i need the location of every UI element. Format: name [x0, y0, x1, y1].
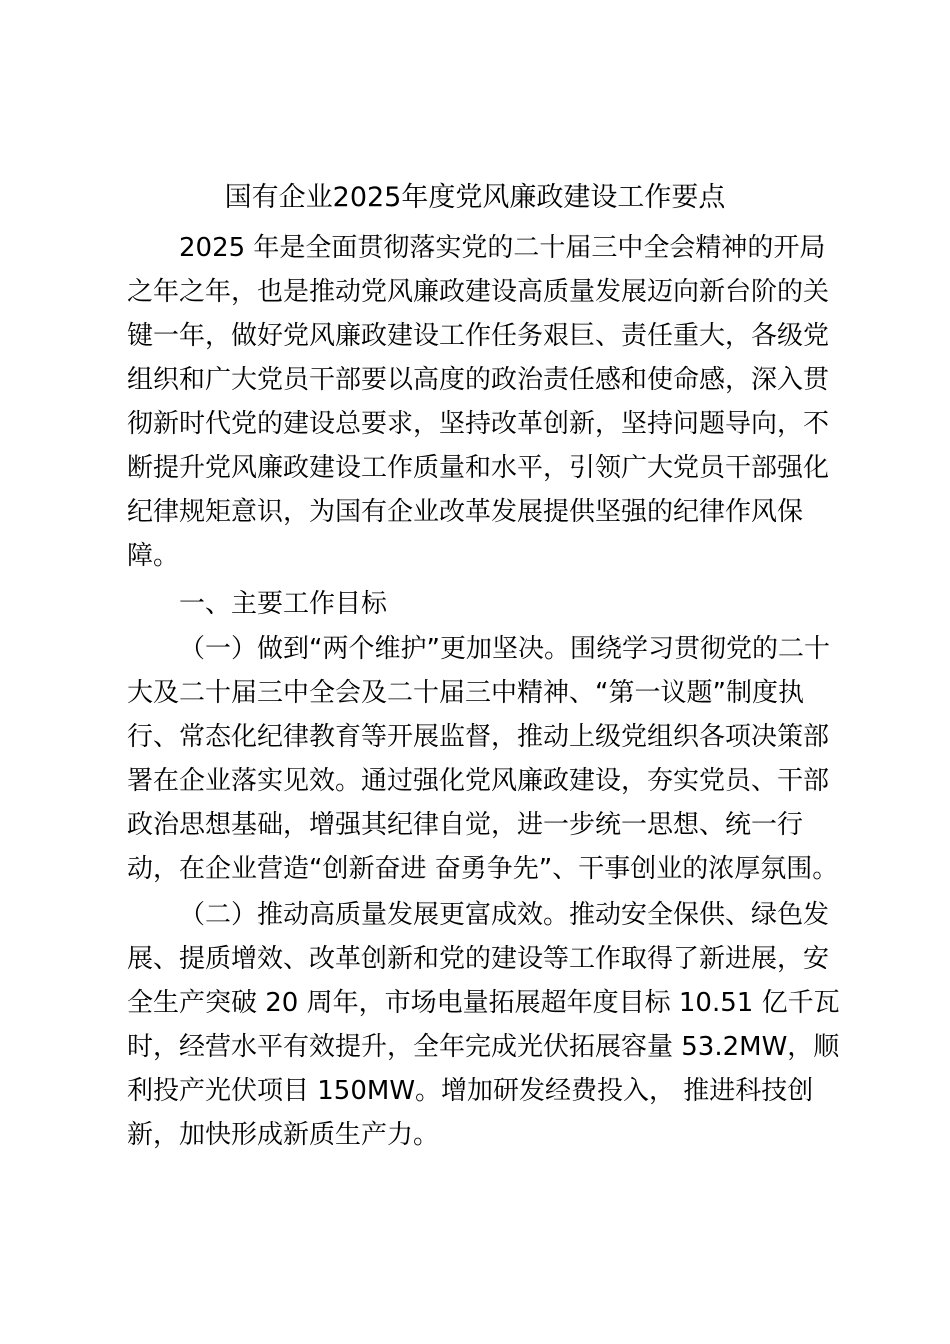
intro-line-1: 2025 年是全面贯彻落实党的二十届三中全会精神的开局	[179, 233, 826, 263]
item2-line-5: 利投产光伏项目 150MW。增加研发经费投入， 推进科技创	[127, 1076, 814, 1106]
item2-line-2: 展、提质增效、改革创新和党的建设等工作取得了新进展，安	[127, 944, 830, 974]
document-title: 国有企业2025年度党风廉政建设工作要点	[224, 182, 726, 213]
section-heading: 一、主要工作目标	[179, 589, 388, 619]
item1-line-6: 动，在企业营造“创新奋进 奋勇争先”、干事创业的浓厚氛围。	[127, 854, 839, 884]
intro-line-5: 彻新时代党的建设总要求，坚持改革创新，坚持问题导向，不	[127, 409, 830, 439]
item1-line-4: 署在企业落实见效。通过强化党风廉政建设，夯实党员、干部	[127, 766, 830, 796]
item2-line-4: 时，经营水平有效提升，全年完成光伏拓展容量 53.2MW，顺	[127, 1032, 840, 1062]
item1-line-3: 行、常态化纪律教育等开展监督，推动上级党组织各项决策部	[127, 722, 830, 752]
intro-line-2: 之年之年，也是推动党风廉政建设高质量发展迈向新台阶的关	[127, 277, 830, 307]
intro-line-8: 障。	[127, 541, 180, 571]
intro-line-7: 纪律规矩意识，为国有企业改革发展提供坚强的纪律作风保	[127, 497, 804, 527]
intro-line-3: 键一年，做好党风廉政建设工作任务艰巨、责任重大，各级党	[127, 321, 830, 351]
item2-line-3: 全生产突破 20 周年，市场电量拓展超年度目标 10.51 亿千瓦	[127, 988, 840, 1018]
item2-line-1: （二）推动高质量发展更富成效。推动安全保供、绿色发	[179, 900, 830, 930]
item1-line-2: 大及二十届三中全会及二十届三中精神、“第一议题”制度执	[127, 678, 804, 708]
item1-line-1: （一）做到“两个维护”更加坚决。围绕学习贯彻党的二十	[179, 634, 830, 664]
intro-line-6: 断提升党风廉政建设工作质量和水平，引领广大党员干部强化	[127, 453, 830, 483]
item2-line-6: 新，加快形成新质生产力。	[127, 1120, 440, 1150]
intro-line-4: 组织和广大党员干部要以高度的政治责任感和使命感，深入贯	[127, 365, 830, 395]
item1-line-5: 政治思想基础，增强其纪律自觉，进一步统一思想、统一行	[127, 810, 804, 840]
